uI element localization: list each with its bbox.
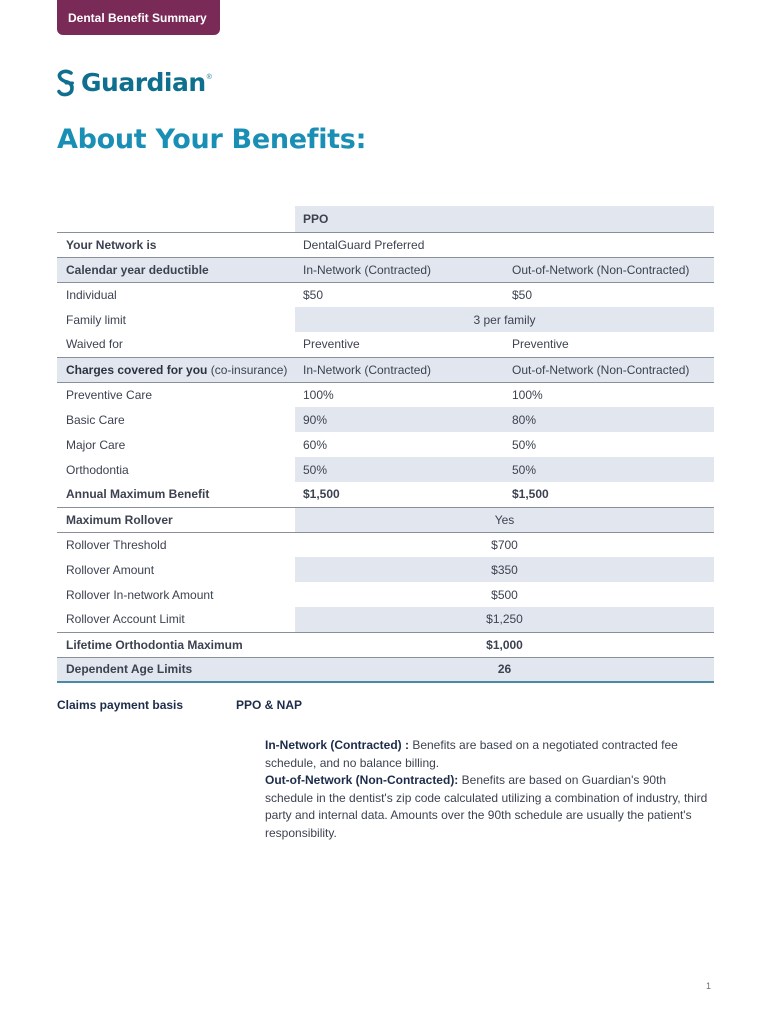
out-network-value: 50% (504, 457, 714, 482)
in-network-header: In-Network (Contracted) (295, 357, 504, 382)
table-row-annual-max (57, 482, 714, 507)
deductible-label: Calendar year deductible (57, 257, 295, 282)
table-row-family (57, 307, 714, 332)
table-row-rollover-in-network (57, 582, 714, 607)
row-label: Maximum Rollover (57, 507, 295, 532)
table-row-dependent-age (57, 657, 714, 682)
row-label: Annual Maximum Benefit (57, 482, 295, 507)
charges-label-bold: Charges covered for you (66, 362, 208, 377)
out-network-value: 50% (512, 437, 537, 452)
in-network-value: $1,500 (295, 482, 504, 507)
table-row-rollover-amount (57, 557, 714, 582)
table-row-individual (57, 282, 714, 307)
network-notes (265, 737, 715, 842)
in-network-header: In-Network (Contracted) (295, 257, 504, 282)
table-row-care (57, 407, 714, 432)
out-network-header: Out-of-Network (Non-Contracted) (504, 357, 714, 382)
network-label: Your Network is (57, 232, 295, 257)
row-value: 26 (295, 657, 714, 682)
row-value: $350 (295, 557, 714, 582)
registered-mark: ® (206, 74, 212, 81)
row-label: Basic Care (66, 412, 125, 427)
header-tab: Dental Benefit Summary (57, 0, 220, 35)
in-network-value: $50 (303, 287, 324, 302)
empty-cell (57, 206, 295, 232)
out-network-header: Out-of-Network (Non-Contracted) (504, 257, 714, 282)
table-row-rollover-threshold (57, 532, 714, 557)
row-label: Orthodontia (66, 462, 129, 477)
in-network-value: Preventive (295, 332, 504, 357)
charges-label-rest: (co-insurance) (207, 362, 288, 377)
out-network-note-text: Benefits are based on Guardian's 90th schedule in the dentist's zip code calculated utilizing a combination of industry, third party and internal data. Amounts over the 90th schedule are usually the patient's responsibility. (265, 773, 708, 840)
table-row-max-rollover (57, 507, 714, 532)
network-value: DentalGuard Preferred (295, 232, 714, 257)
table-row-network (57, 232, 714, 257)
row-label: Dependent Age Limits (57, 657, 295, 682)
out-network-note-label: Out-of-Network (Non-Contracted): (265, 773, 459, 787)
in-network-value: 100% (303, 387, 334, 402)
out-network-value: $50 (512, 287, 533, 302)
row-label: Rollover In-network Amount (66, 587, 214, 602)
logo-wordmark: Guardian (81, 68, 206, 97)
row-label: Rollover Threshold (66, 537, 167, 552)
out-network-value: $1,500 (504, 482, 714, 507)
row-label: Rollover Amount (66, 562, 155, 577)
out-network-value: 80% (504, 407, 714, 432)
out-network-value: Preventive (504, 332, 714, 357)
in-network-note (265, 737, 715, 772)
table-row-lifetime-ortho (57, 632, 714, 657)
table-row-plan (57, 206, 714, 232)
claims-value: PPO & NAP (236, 698, 303, 712)
benefits-table (57, 206, 714, 683)
out-network-note (265, 772, 715, 842)
charges-label (57, 357, 295, 382)
row-value: $700 (491, 537, 518, 552)
row-label: Preventive Care (66, 387, 153, 402)
table-row-care (57, 457, 714, 482)
in-network-value: 90% (295, 407, 504, 432)
row-label: Individual (66, 287, 117, 302)
row-value: Yes (295, 507, 714, 532)
table-row-deductible-header (57, 257, 714, 282)
table-row-care (57, 382, 714, 407)
row-label: Waived for (57, 332, 295, 357)
table-row-care (57, 432, 714, 457)
table-row-rollover-account-limit (57, 607, 714, 632)
page-title: About Your Benefits: (57, 124, 367, 155)
row-label: Major Care (66, 437, 126, 452)
row-value: $500 (491, 587, 518, 602)
in-network-note-label: In-Network (Contracted) : (265, 738, 409, 752)
plan-header: PPO (295, 206, 714, 232)
guardian-g-logo-icon (56, 69, 76, 97)
family-value: 3 per family (295, 307, 714, 332)
row-label: Family limit (66, 312, 126, 327)
in-network-value: 60% (303, 437, 328, 452)
table-row-charges-header (57, 357, 714, 382)
claims-label: Claims payment basis (57, 698, 184, 712)
row-label: Rollover Account Limit (57, 607, 295, 632)
guardian-logo (56, 68, 212, 97)
out-network-value: 100% (512, 387, 543, 402)
row-value: $1,000 (295, 632, 714, 657)
row-label: Lifetime Orthodontia Maximum (57, 632, 295, 657)
page-number: 1 (706, 981, 712, 991)
in-network-value: 50% (295, 457, 504, 482)
in-network-note-text: Benefits are based on a negotiated contracted fee schedule, and no balance billing. (265, 738, 678, 770)
table-row-waived (57, 332, 714, 357)
row-value: $1,250 (295, 607, 714, 632)
